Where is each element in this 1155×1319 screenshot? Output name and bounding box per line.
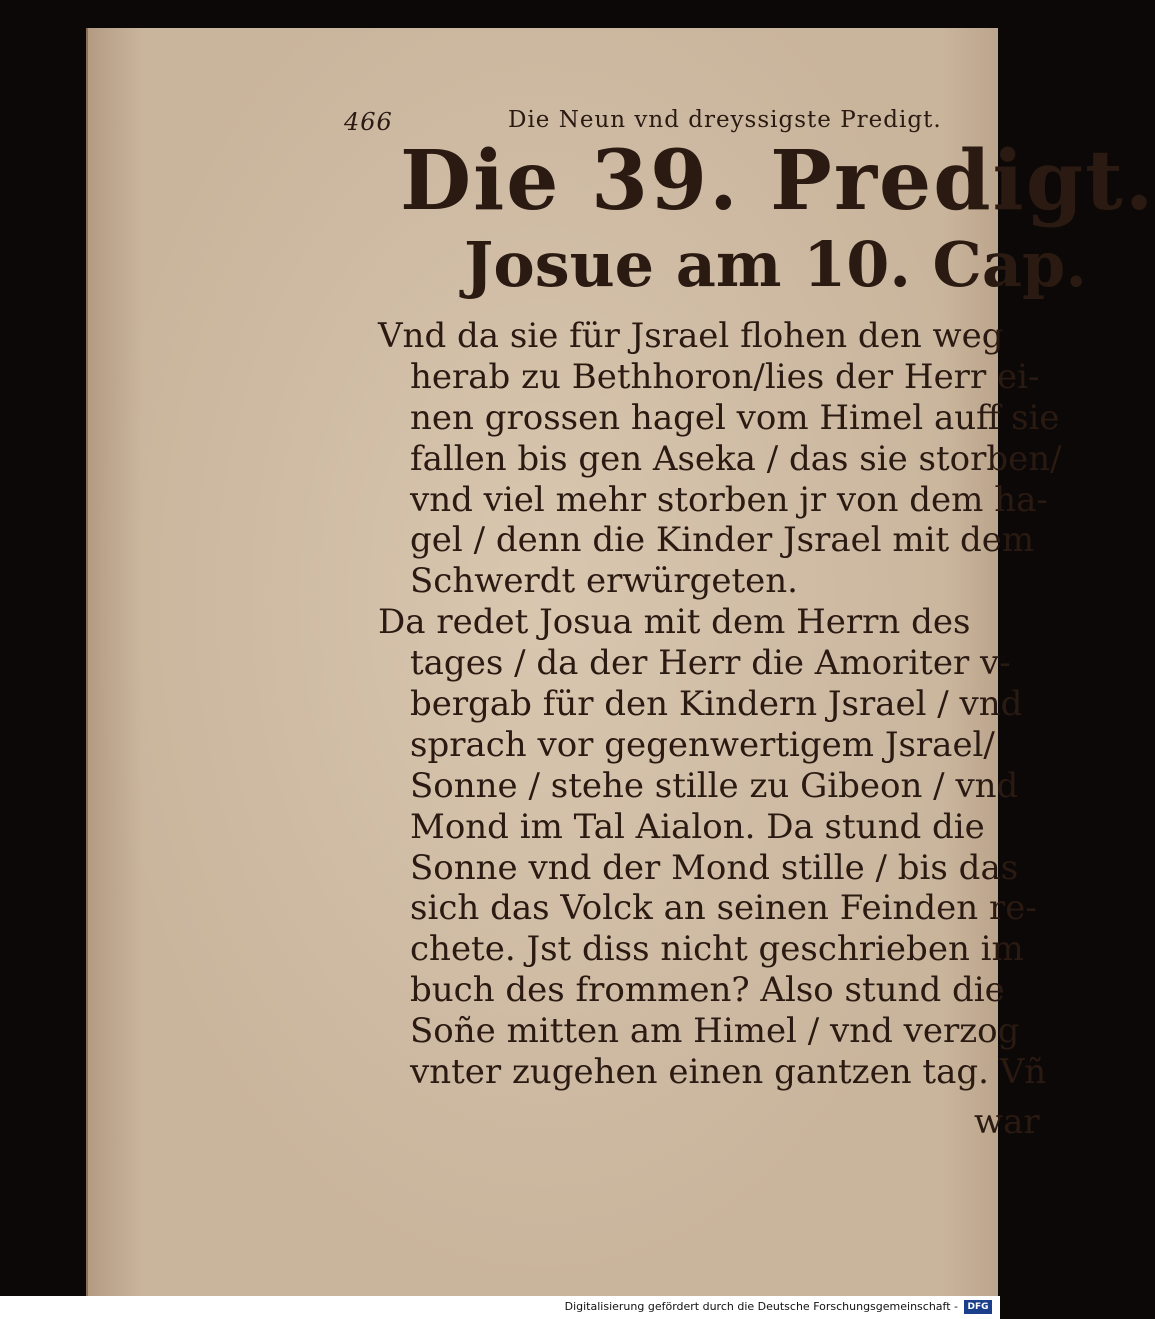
sermon-title: Die 39. Predigt. [400, 133, 1155, 229]
body-text [378, 316, 1062, 1093]
text-line: gel / denn die Kinder Jsrael mit dem [410, 520, 1035, 561]
text-line: tages / da der Herr die Amoriter v- [410, 643, 1011, 684]
catchword: war [974, 1102, 1040, 1142]
text-line: nen grossen hagel vom Himel auff sie [410, 397, 1060, 438]
text-line: herab zu Bethhoron/lies der Herr ei- [410, 356, 1040, 397]
running-head: Die Neun vnd dreyssigste Predigt. [508, 107, 942, 133]
text-line: sprach vor gegenwertigem Jsrael/ [410, 724, 995, 765]
text-line: Vnd da sie für Jsrael flohen den weg [378, 316, 1004, 356]
text-line: buch des frommen? Also stund die [410, 970, 1005, 1011]
chapter-reference: Josue am 10. Cap. [464, 228, 1087, 301]
page-number: 466 [344, 108, 393, 136]
text-line: vnter zugehen einen gantzen tag. Vñ [410, 1052, 1047, 1093]
text-line: Da redet Josua mit dem Herrn des [378, 602, 971, 643]
text-line: Mond im Tal Aialon. Da stund die [410, 806, 985, 847]
text-line: vnd viel mehr storben jr von dem ha- [410, 479, 1048, 520]
text-line: fallen bis gen Aseka / das sie storben/ [410, 438, 1062, 479]
text-line: Schwerdt erwürgeten. [410, 561, 798, 602]
text-line: Soñe mitten am Himel / vnd verzog [410, 1011, 1020, 1052]
footer-bar [0, 1296, 1000, 1319]
text-line: Sonne / stehe stille zu Gibeon / vnd [410, 765, 1019, 806]
book-page [86, 28, 1155, 1296]
text-line: bergab für den Kindern Jsrael / vnd [410, 684, 1023, 725]
digitization-credit: Digitalisierung gefördert durch die Deutsche Forschungsgemeinschaft - [564, 1300, 958, 1313]
text-line: sich das Volck an seinen Feinden re- [410, 888, 1037, 929]
dfg-logo: DFG [964, 1300, 992, 1314]
text-line: Sonne vnd der Mond stille / bis das [410, 847, 1019, 888]
text-line: chete. Jst diss nicht geschrieben im [410, 929, 1024, 970]
